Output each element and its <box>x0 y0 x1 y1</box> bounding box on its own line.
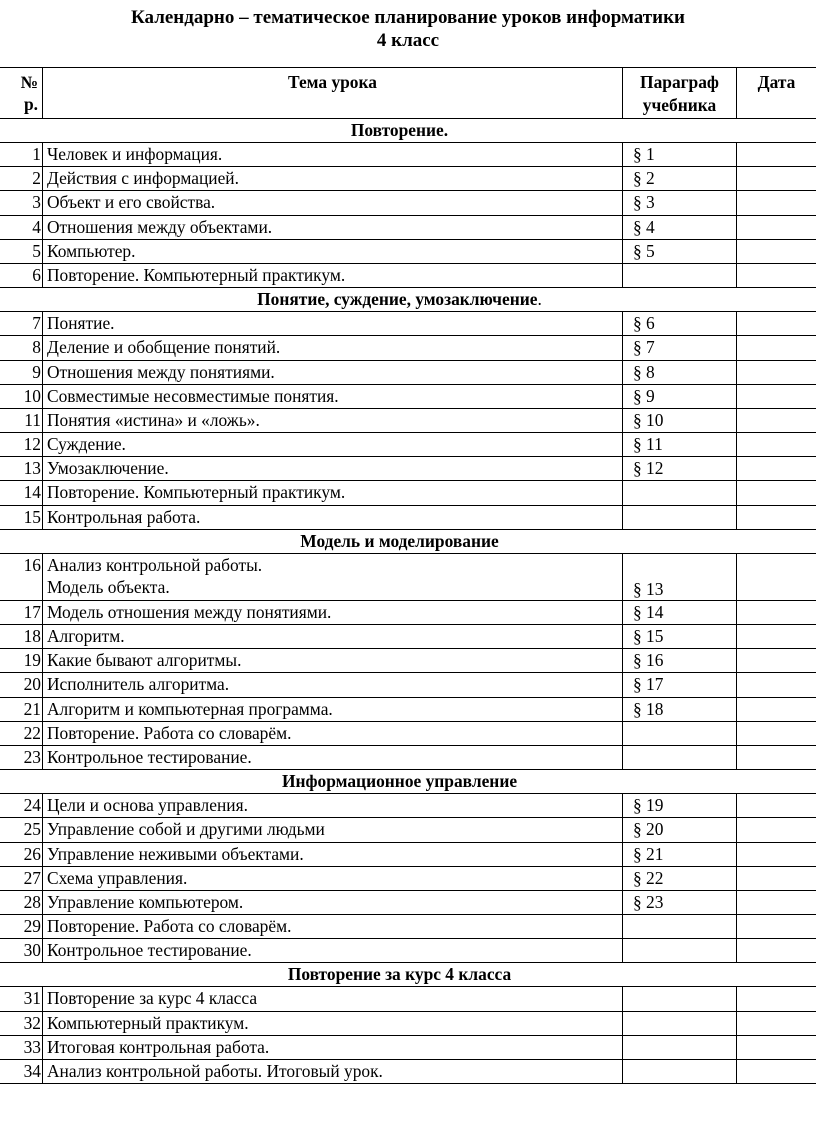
lesson-date[interactable] <box>737 239 816 263</box>
lesson-paragraph <box>623 987 737 1011</box>
table-row <box>0 143 816 167</box>
lesson-paragraph <box>623 1035 737 1059</box>
lesson-number: 24 <box>0 794 43 818</box>
lesson-topic: Понятие. <box>43 312 623 336</box>
lesson-date[interactable] <box>737 457 816 481</box>
table-row <box>0 384 816 408</box>
lesson-number: 17 <box>0 600 43 624</box>
lesson-topic: Понятия «истина» и «ложь». <box>43 408 623 432</box>
lesson-number: 26 <box>0 842 43 866</box>
section-header-row <box>0 119 816 143</box>
lesson-topic: Отношения между объектами. <box>43 215 623 239</box>
lesson-date[interactable] <box>737 649 816 673</box>
table-header-row <box>0 68 816 119</box>
lesson-paragraph <box>623 915 737 939</box>
lesson-number: 21 <box>0 697 43 721</box>
table-row <box>0 553 816 600</box>
lesson-number: 33 <box>0 1035 43 1059</box>
section-title <box>0 529 816 553</box>
table-row <box>0 842 816 866</box>
lesson-paragraph: § 8 <box>623 360 737 384</box>
header-topic: Тема урока <box>43 68 623 119</box>
lesson-date[interactable] <box>737 890 816 914</box>
lesson-number: 14 <box>0 481 43 505</box>
lesson-paragraph <box>623 1011 737 1035</box>
lesson-date[interactable] <box>737 263 816 287</box>
lesson-number: 10 <box>0 384 43 408</box>
page-title: Календарно – тематическое планирование уроков информатики <box>131 7 685 28</box>
lesson-paragraph: § 14 <box>623 600 737 624</box>
table-row <box>0 239 816 263</box>
lesson-topic: Повторение. Работа со словарём. <box>43 915 623 939</box>
lesson-topic: Отношения между понятиями. <box>43 360 623 384</box>
lesson-number: 15 <box>0 505 43 529</box>
lesson-number: 19 <box>0 649 43 673</box>
lesson-topic: Управление компьютером. <box>43 890 623 914</box>
section-header-row <box>0 529 816 553</box>
lesson-date[interactable] <box>737 625 816 649</box>
section-title-text: Понятие, суждение, умозаключение <box>257 289 538 310</box>
lesson-date[interactable] <box>737 1011 816 1035</box>
lesson-number: 13 <box>0 457 43 481</box>
table-row <box>0 818 816 842</box>
lesson-date[interactable] <box>737 433 816 457</box>
lesson-topic: Повторение. Компьютерный практикум. <box>43 263 623 287</box>
lesson-paragraph: § 23 <box>623 890 737 914</box>
lesson-topic: Деление и обобщение понятий. <box>43 336 623 360</box>
lesson-paragraph: § 5 <box>623 239 737 263</box>
lesson-number: 18 <box>0 625 43 649</box>
lesson-topic: Управление собой и другими людьми <box>43 818 623 842</box>
lesson-topic: Контрольное тестирование. <box>43 939 623 963</box>
lesson-date[interactable] <box>737 794 816 818</box>
lesson-topic: Повторение. Работа со словарём. <box>43 721 623 745</box>
lesson-number: 25 <box>0 818 43 842</box>
lesson-number: 31 <box>0 987 43 1011</box>
table-row <box>0 794 816 818</box>
lesson-date[interactable] <box>737 167 816 191</box>
lesson-date[interactable] <box>737 866 816 890</box>
lesson-paragraph: § 19 <box>623 794 737 818</box>
table-row <box>0 649 816 673</box>
section-header-row <box>0 963 816 987</box>
section-title <box>0 119 816 143</box>
lesson-topic: Модель отношения между понятиями. <box>43 600 623 624</box>
table-row <box>0 987 816 1011</box>
table-row <box>0 433 816 457</box>
lesson-topic: Исполнитель алгоритма. <box>43 673 623 697</box>
lesson-date[interactable] <box>737 915 816 939</box>
lesson-date[interactable] <box>737 505 816 529</box>
lesson-topic: Алгоритм и компьютерная программа. <box>43 697 623 721</box>
lesson-number: 3 <box>0 191 43 215</box>
table-row <box>0 1011 816 1035</box>
table-row <box>0 167 816 191</box>
lesson-topic: Объект и его свойства. <box>43 191 623 215</box>
section-title <box>0 770 816 794</box>
table-row <box>0 721 816 745</box>
header-date: Дата <box>737 68 816 119</box>
lesson-paragraph <box>623 263 737 287</box>
table-row <box>0 360 816 384</box>
header-number: № р. <box>0 68 43 119</box>
lesson-date[interactable] <box>737 312 816 336</box>
lesson-topic-line: Анализ контрольной работы. <box>47 554 263 575</box>
lesson-number: 12 <box>0 433 43 457</box>
lesson-date[interactable] <box>737 600 816 624</box>
lesson-topic: Какие бывают алгоритмы. <box>43 649 623 673</box>
lesson-number: 20 <box>0 673 43 697</box>
lesson-number: 7 <box>0 312 43 336</box>
table-row <box>0 939 816 963</box>
section-title-text: Повторение за курс 4 класса <box>287 964 512 985</box>
lesson-number: 28 <box>0 890 43 914</box>
lesson-paragraph <box>623 721 737 745</box>
table-row <box>0 1035 816 1059</box>
table-row <box>0 408 816 432</box>
lesson-number: 11 <box>0 408 43 432</box>
lesson-paragraph: § 15 <box>623 625 737 649</box>
lesson-paragraph: § 6 <box>623 312 737 336</box>
lesson-paragraph: § 1 <box>623 143 737 167</box>
table-row <box>0 263 816 287</box>
lesson-number: 4 <box>0 215 43 239</box>
lesson-date[interactable] <box>737 215 816 239</box>
lesson-date[interactable] <box>737 1035 816 1059</box>
table-row <box>0 505 816 529</box>
lesson-paragraph: § 2 <box>623 167 737 191</box>
table-row <box>0 625 816 649</box>
lesson-number: 32 <box>0 1011 43 1035</box>
lesson-date[interactable] <box>737 818 816 842</box>
lesson-date[interactable] <box>737 143 816 167</box>
table-row <box>0 457 816 481</box>
lesson-paragraph: § 18 <box>623 697 737 721</box>
lesson-number: 23 <box>0 745 43 769</box>
lesson-paragraph: § 10 <box>623 408 737 432</box>
lesson-number: 9 <box>0 360 43 384</box>
lesson-paragraph <box>623 939 737 963</box>
table-row <box>0 336 816 360</box>
table-row <box>0 866 816 890</box>
lesson-date[interactable] <box>737 673 816 697</box>
lesson-date[interactable] <box>737 553 816 600</box>
header-paragraph: Параграф учебника <box>623 68 737 119</box>
lesson-date[interactable] <box>737 191 816 215</box>
table-row <box>0 697 816 721</box>
lesson-topic: Повторение за курс 4 класса <box>43 987 623 1011</box>
lesson-number: 16 <box>0 553 43 600</box>
lesson-paragraph: § 7 <box>623 336 737 360</box>
lesson-plan-table <box>0 67 816 1084</box>
table-row <box>0 890 816 914</box>
table-row <box>0 600 816 624</box>
lesson-date[interactable] <box>737 1060 816 1084</box>
table-row <box>0 673 816 697</box>
section-header-row <box>0 770 816 794</box>
lesson-date[interactable] <box>737 336 816 360</box>
lesson-topic: Итоговая контрольная работа. <box>43 1035 623 1059</box>
lesson-topic: Контрольная работа. <box>43 505 623 529</box>
table-row <box>0 1060 816 1084</box>
lesson-paragraph: § 16 <box>623 649 737 673</box>
lesson-topic: Человек и информация. <box>43 143 623 167</box>
lesson-paragraph: § 4 <box>623 215 737 239</box>
table-row <box>0 312 816 336</box>
section-title-text: Модель и моделирование <box>300 530 499 551</box>
lesson-topic: Цели и основа управления. <box>43 794 623 818</box>
section-title <box>0 963 816 987</box>
lesson-topic <box>43 553 623 600</box>
section-title-text: Информационное управление <box>281 771 518 792</box>
lesson-date[interactable] <box>737 721 816 745</box>
lesson-number: 6 <box>0 263 43 287</box>
lesson-paragraph: § 9 <box>623 384 737 408</box>
lesson-number: 30 <box>0 939 43 963</box>
lesson-paragraph: § 3 <box>623 191 737 215</box>
lesson-paragraph <box>623 481 737 505</box>
lesson-number: 8 <box>0 336 43 360</box>
lesson-date[interactable] <box>737 842 816 866</box>
table-row <box>0 915 816 939</box>
lesson-number: 22 <box>0 721 43 745</box>
lesson-paragraph: § 11 <box>623 433 737 457</box>
lesson-date[interactable] <box>737 481 816 505</box>
section-title-suffix: . <box>537 289 542 310</box>
lesson-paragraph <box>623 745 737 769</box>
lesson-number: 27 <box>0 866 43 890</box>
lesson-topic: Контрольное тестирование. <box>43 745 623 769</box>
lesson-topic: Действия с информацией. <box>43 167 623 191</box>
lesson-paragraph <box>623 505 737 529</box>
lesson-topic: Суждение. <box>43 433 623 457</box>
lesson-date[interactable] <box>737 408 816 432</box>
lesson-number: 1 <box>0 143 43 167</box>
table-row <box>0 191 816 215</box>
lesson-topic: Алгоритм. <box>43 625 623 649</box>
lesson-number: 29 <box>0 915 43 939</box>
lesson-date[interactable] <box>737 697 816 721</box>
lesson-topic: Анализ контрольной работы. Итоговый урок. <box>43 1060 623 1084</box>
lesson-date[interactable] <box>737 360 816 384</box>
lesson-paragraph: § 21 <box>623 842 737 866</box>
lesson-number: 2 <box>0 167 43 191</box>
table-row <box>0 745 816 769</box>
lesson-date[interactable] <box>737 384 816 408</box>
section-header-row <box>0 288 816 312</box>
lesson-paragraph <box>623 1060 737 1084</box>
lesson-date[interactable] <box>737 987 816 1011</box>
section-title-text: Повторение. <box>350 120 449 140</box>
lesson-paragraph: § 17 <box>623 673 737 697</box>
lesson-topic: Умозаключение. <box>43 457 623 481</box>
lesson-paragraph: § 20 <box>623 818 737 842</box>
lesson-topic: Компьютерный практикум. <box>43 1011 623 1035</box>
lesson-topic: Повторение. Компьютерный практикум. <box>43 481 623 505</box>
lesson-paragraph: § 12 <box>623 457 737 481</box>
lesson-date[interactable] <box>737 939 816 963</box>
section-title <box>0 288 816 312</box>
lesson-paragraph: § 13 <box>623 553 737 600</box>
lesson-topic: Совместимые несовместимые понятия. <box>43 384 623 408</box>
lesson-number: 5 <box>0 239 43 263</box>
lesson-date[interactable] <box>737 745 816 769</box>
page-subtitle: 4 класс <box>376 30 440 51</box>
lesson-paragraph: § 22 <box>623 866 737 890</box>
lesson-topic: Компьютер. <box>43 239 623 263</box>
table-row <box>0 215 816 239</box>
lesson-topic: Схема управления. <box>43 866 623 890</box>
table-row <box>0 481 816 505</box>
lesson-topic-line: Модель объекта. <box>47 576 170 597</box>
lesson-number: 34 <box>0 1060 43 1084</box>
lesson-topic: Управление неживыми объектами. <box>43 842 623 866</box>
